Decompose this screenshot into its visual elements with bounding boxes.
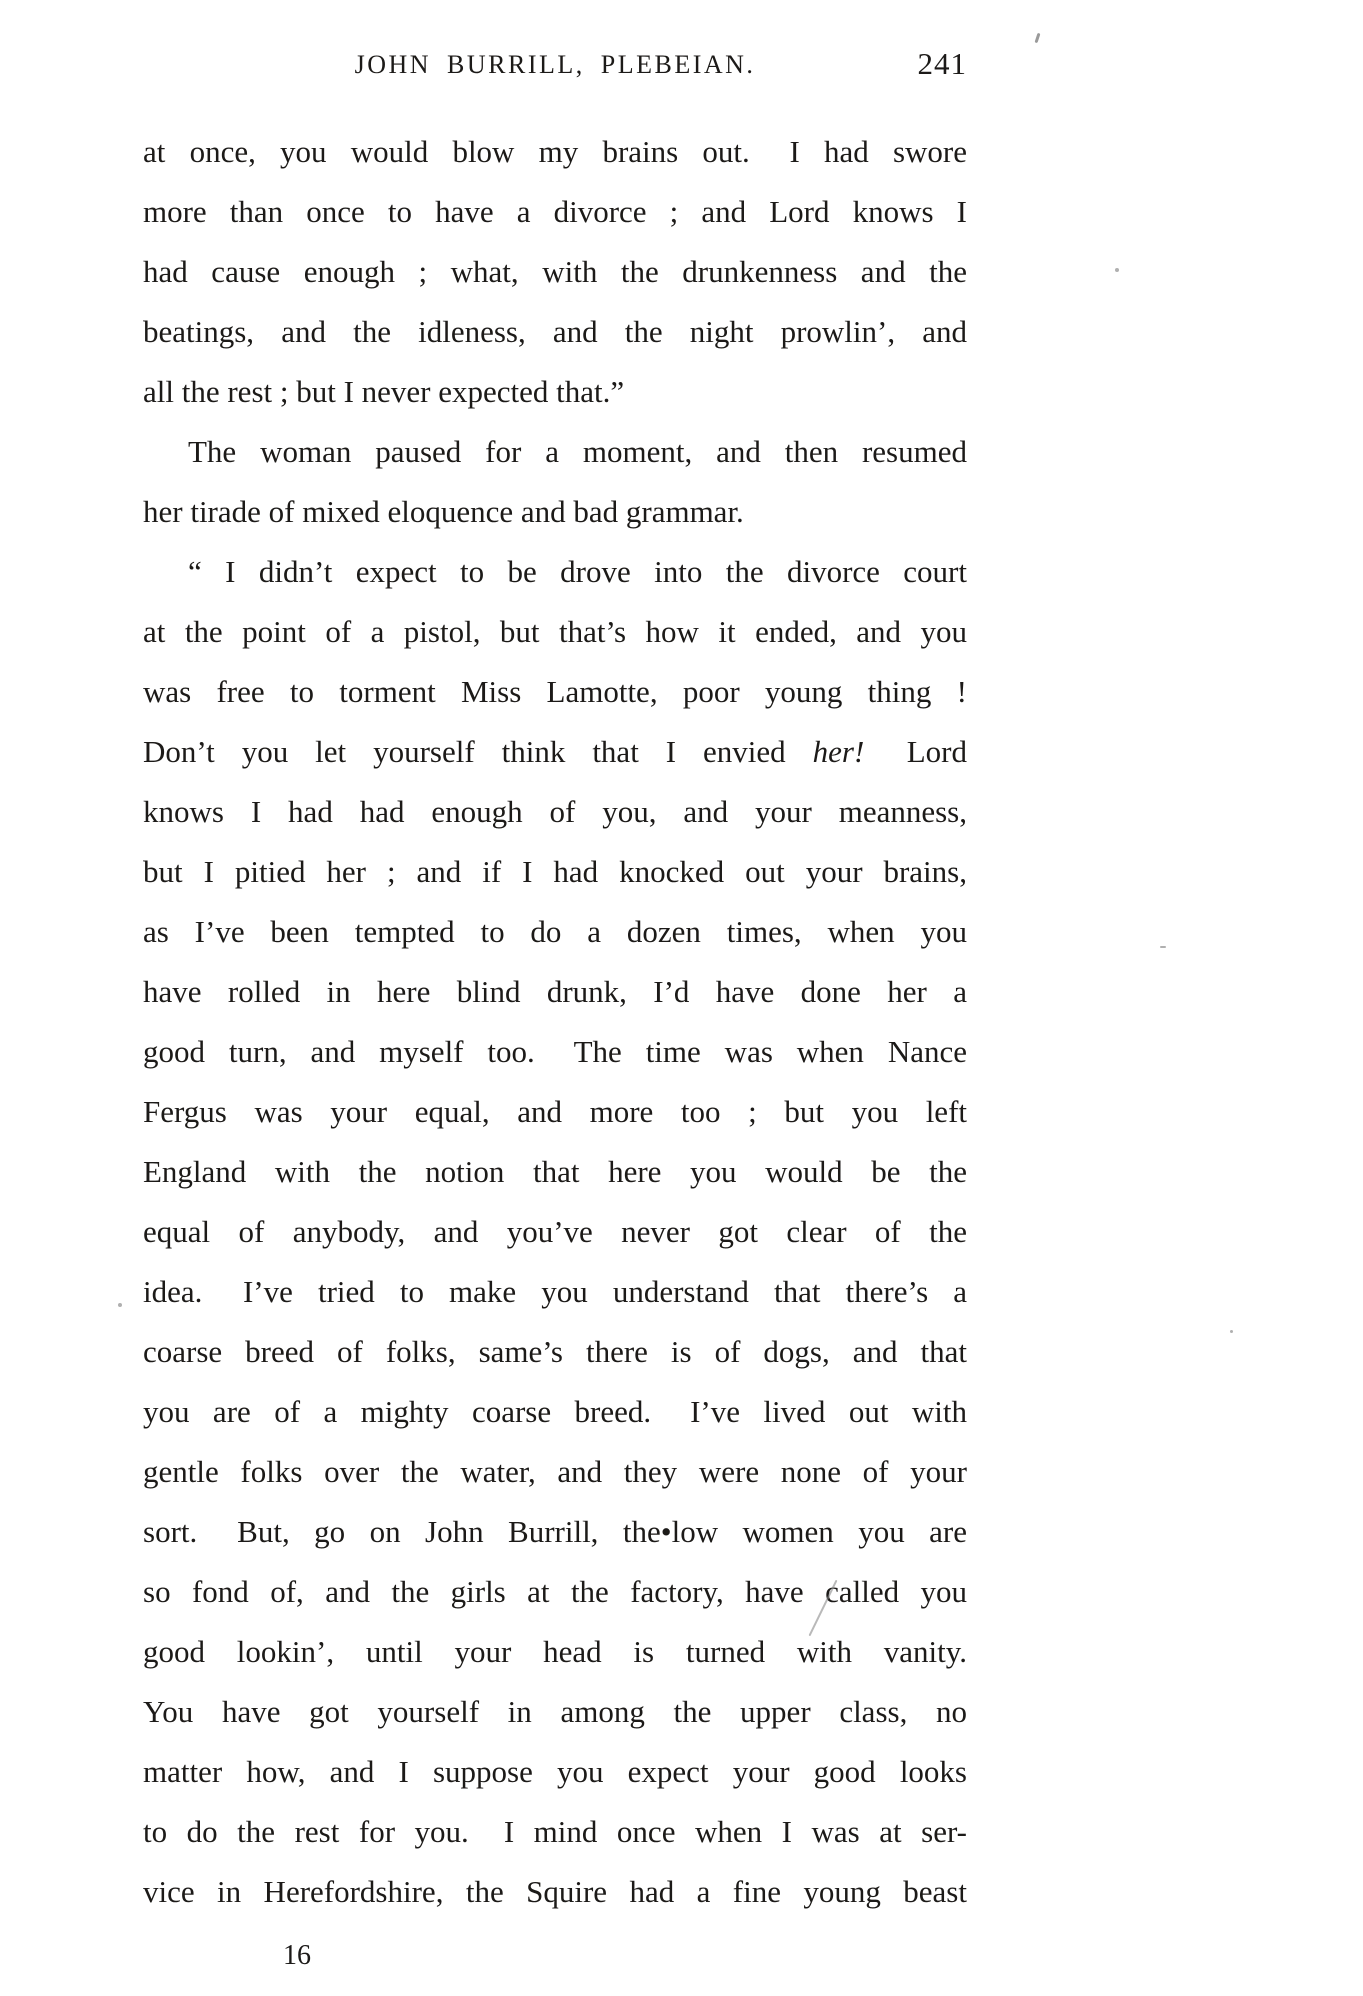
signature-mark: 16 [283,1940,311,1971]
paragraph [143,122,967,422]
text-segment: to do the rest for you. I mind once when I was at ser- [143,1814,967,1849]
text-segment: matter how, and I suppose you expect your good looks [143,1754,967,1789]
text-segment: good turn, and myself too. The time was when Nance [143,1034,967,1069]
text-line [143,182,967,242]
text-line [143,1742,967,1802]
text-line [143,242,967,302]
text-line [143,1382,967,1442]
text-segment: idea. I’ve tried to make you understand that there’s a [143,1274,967,1309]
text-segment: more than once to have a divorce ; and Lord knows I [143,194,967,229]
text-segment: Fergus was your equal, and more too ; but you left [143,1094,967,1129]
paragraph [143,422,967,542]
scan-speck [1115,268,1119,272]
text-line [143,1022,967,1082]
text-line [143,782,967,842]
text-line [143,842,967,902]
text-segment: you are of a mighty coarse breed. I’ve lived out with [143,1394,967,1429]
text-line [143,1082,967,1142]
text-segment: all the rest ; but I never expected that.” [143,374,625,409]
text-line [143,662,967,722]
italic-text: her! [812,734,865,769]
text-line [143,1202,967,1262]
text-line [143,362,967,422]
text-segment: vice in Herefordshire, the Squire had a fine young beast [143,1874,967,1909]
text-segment: had cause enough ; what, with the drunkenness and the [143,254,967,289]
text-segment: England with the notion that here you would be the [143,1154,967,1189]
text-line [143,1502,967,1562]
scan-speck [1035,33,1041,43]
text-segment: Don’t you let yourself think that I envied [143,734,813,769]
page-number: 241 [917,46,967,81]
page-body [143,122,967,1922]
scan-speck [118,1303,122,1307]
text-segment: “ I didn’t expect to be drove into the divorce court [188,554,967,589]
page-header [143,46,967,90]
text-segment: gentle folks over the water, and they were none of your [143,1454,967,1489]
text-line [143,962,967,1022]
text-segment: Lord [864,734,967,769]
text-segment: The woman paused for a moment, and then resumed [188,434,967,469]
text-line [143,1322,967,1382]
text-line [143,1142,967,1202]
text-segment: sort. But, go on John Burrill, the•low women you are [143,1514,967,1549]
text-segment: at the point of a pistol, but that’s how it ended, and you [143,614,967,649]
text-line [143,302,967,362]
text-line [143,1802,967,1862]
text-segment: was free to torment Miss Lamotte, poor young thing ! [143,674,967,709]
text-line [143,1262,967,1322]
text-line [143,1682,967,1742]
text-line [143,1862,967,1922]
text-segment: beatings, and the idleness, and the night prowlin’, and [143,314,967,349]
text-line [143,602,967,662]
text-segment: but I pitied her ; and if I had knocked out your brains, [143,854,967,889]
text-segment: as I’ve been tempted to do a dozen times, when you [143,914,967,949]
text-segment: her tirade of mixed eloquence and bad grammar. [143,494,744,529]
text-line [143,422,967,482]
text-line [143,542,967,602]
scan-speck [1160,946,1166,948]
text-segment: good lookin’, until your head is turned with vanity. [143,1634,967,1669]
paragraph [143,542,967,1922]
text-line [143,902,967,962]
text-segment: coarse breed of folks, same’s there is of dogs, and that [143,1334,967,1369]
text-line [143,482,967,542]
text-segment: You have got yourself in among the upper class, no [143,1694,967,1729]
scan-speck [1230,1330,1233,1333]
text-segment: have rolled in here blind drunk, I’d have done her a [143,974,967,1009]
text-line [143,1622,967,1682]
text-segment: equal of anybody, and you’ve never got clear of the [143,1214,967,1249]
text-segment: at once, you would blow my brains out. I had swore [143,134,967,169]
text-line [143,122,967,182]
text-line [143,1442,967,1502]
text-segment: so fond of, and the girls at the factory, have called you [143,1574,967,1609]
text-line [143,1562,967,1622]
text-segment: knows I had had enough of you, and your meanness, [143,794,967,829]
running-title: JOHN BURRILL, PLEBEIAN. [354,50,756,79]
text-line [143,722,967,782]
